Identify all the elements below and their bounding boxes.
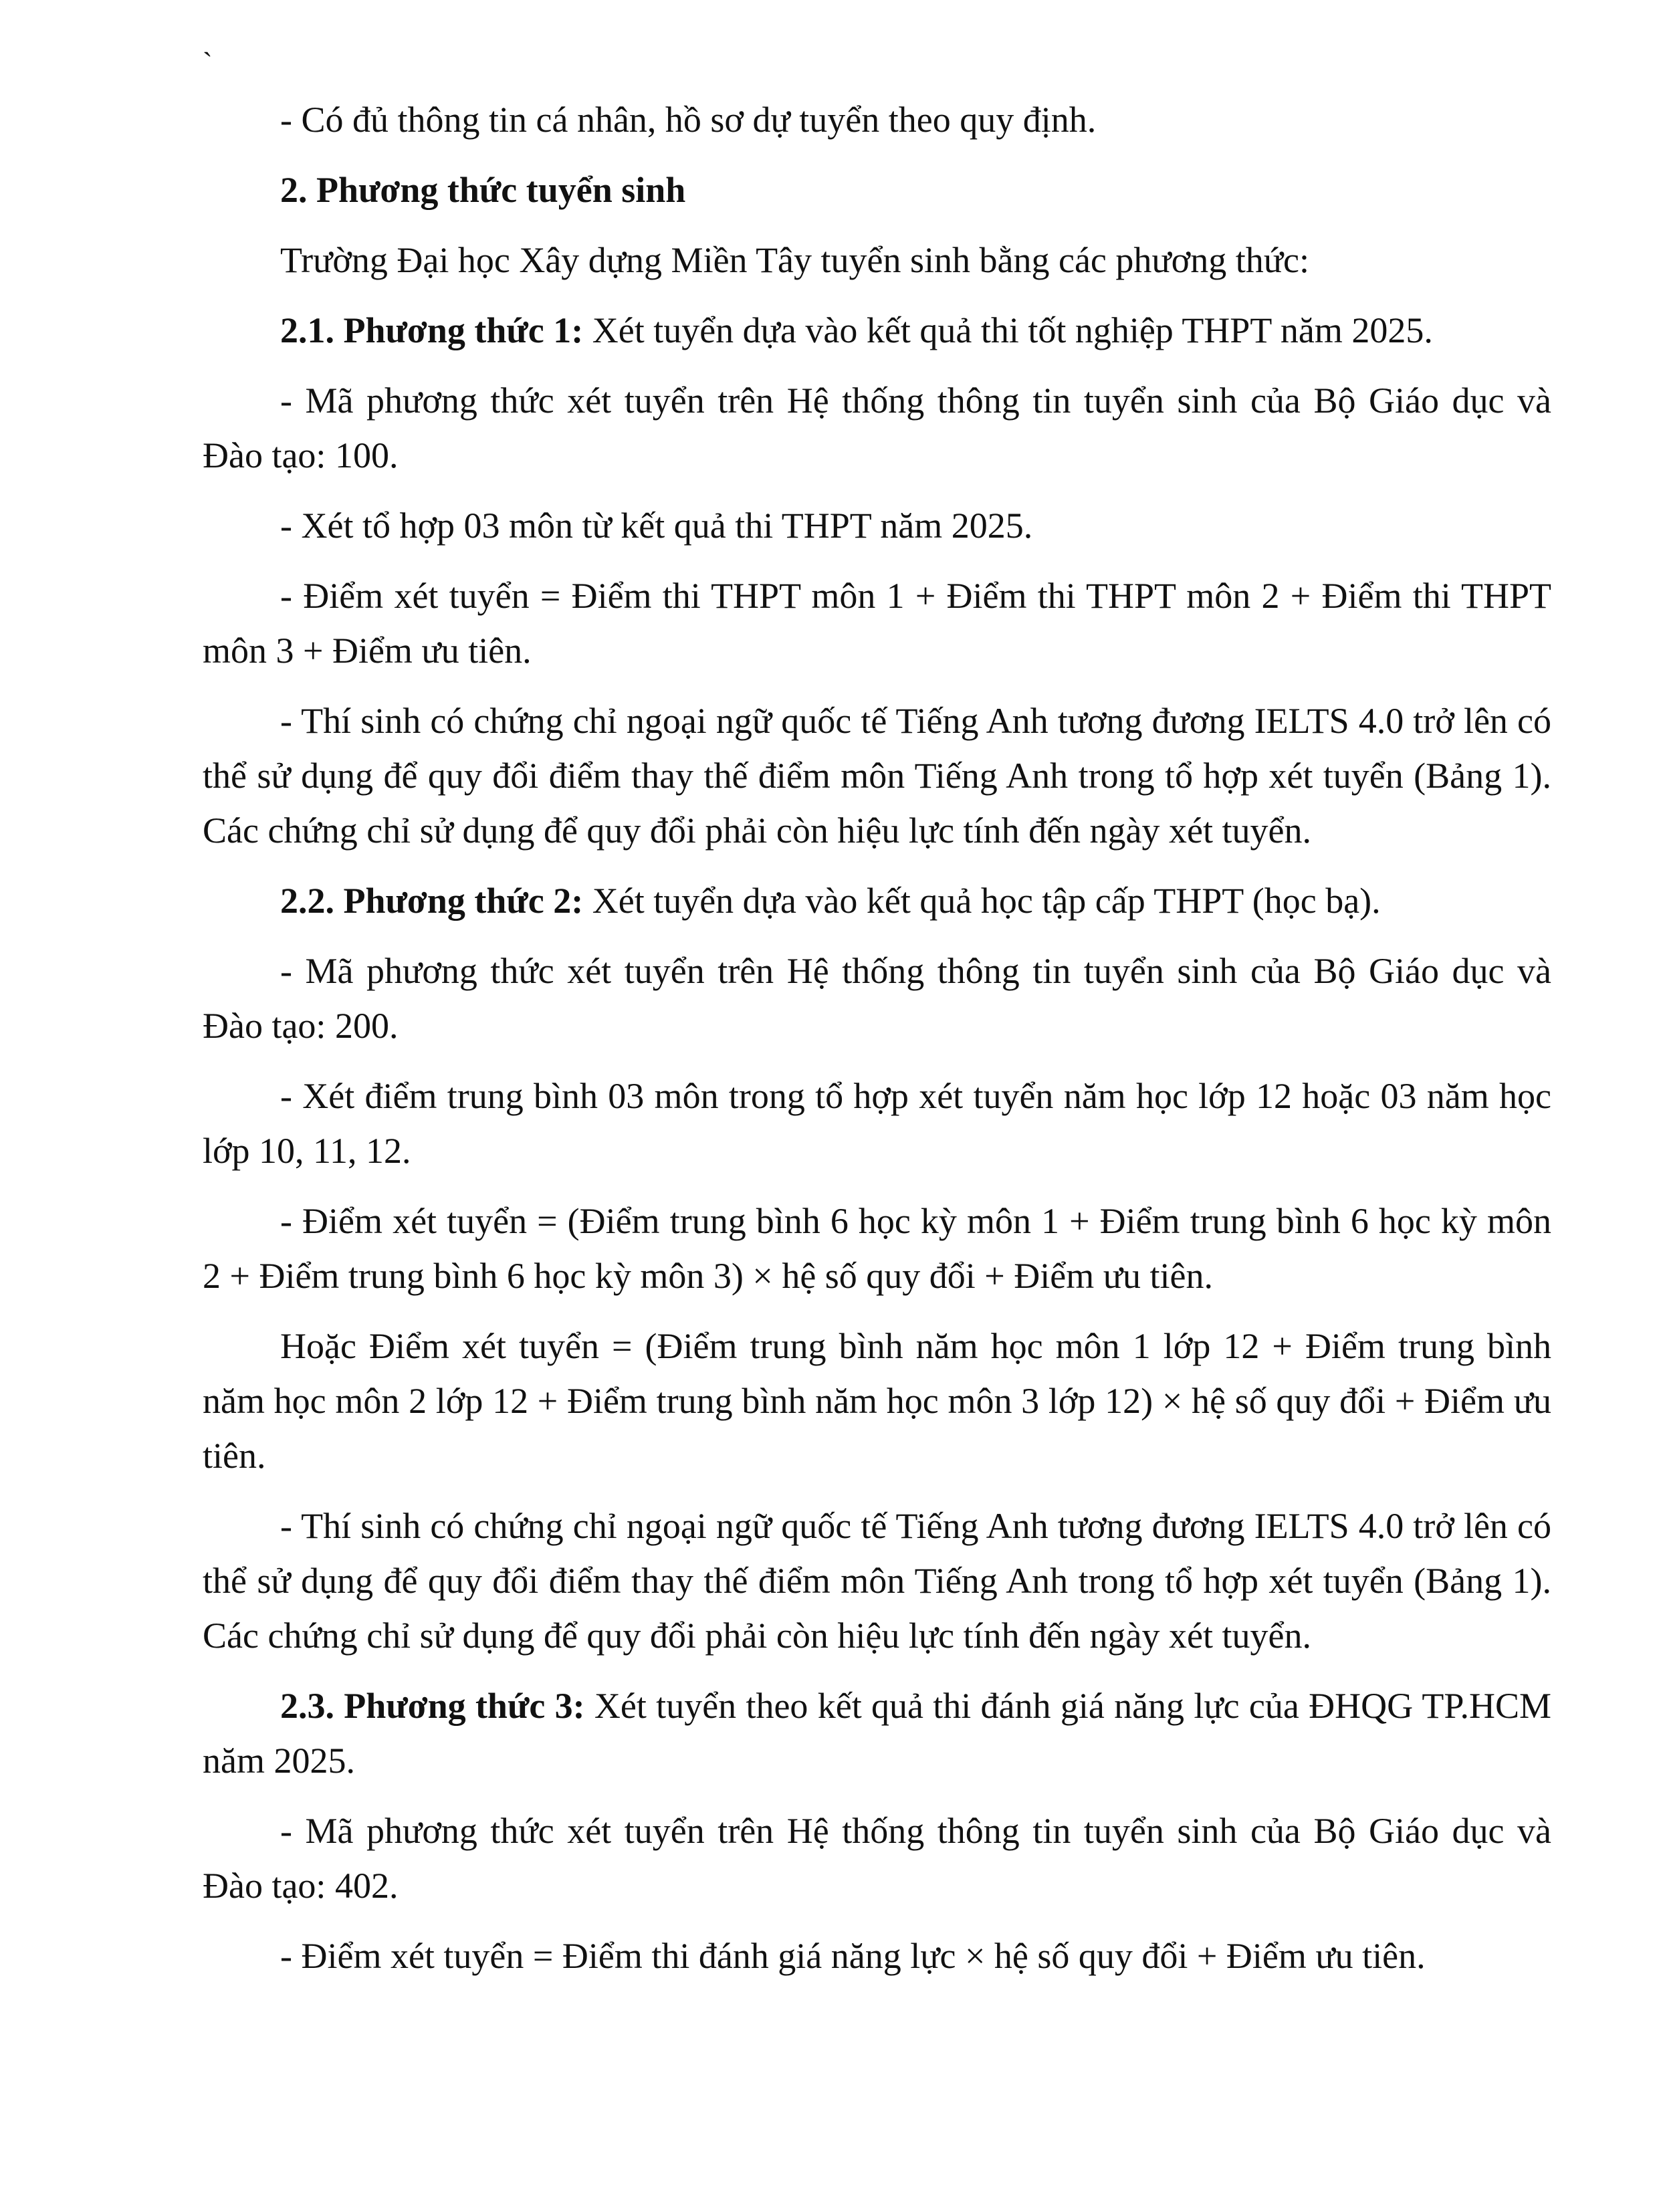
paragraph-text: - Thí sinh có chứng chỉ ngoại ngữ quốc tế Tiếng Anh tương đương IELTS 4.0 trở lên có thể sử dụng để quy đổi điểm thay thế điểm môn Tiếng Anh trong tổ hợp xét tuyển (Bảng 1). Các chứng chỉ sử dụng để quy đổi phải còn hiệu lực tính đến ngày xét tuyển. xyxy=(203,1506,1551,1656)
paragraph-text: Hoặc Điểm xét tuyển = (Điểm trung bình năm học môn 1 lớp 12 + Điểm trung bình năm học môn 2 lớp 12 + Điểm trung bình năm học môn 3 lớp 12) × hệ số quy đổi + Điểm ưu tiên. xyxy=(203,1326,1551,1476)
method-2-description: Xét tuyển dựa vào kết quả học tập cấp THPT (học bạ). xyxy=(583,881,1381,921)
paragraph-method-2-average xyxy=(203,1069,1551,1178)
subheading-method-2 xyxy=(203,873,1551,928)
stray-mark: ` xyxy=(203,47,213,80)
paragraph-method-1-code xyxy=(203,373,1551,483)
method-3-description: Xét tuyển theo kết quả thi đánh giá năng lực của ĐHQG TP.HCM năm 2025. xyxy=(203,1686,1551,1781)
method-1-label: 2.1. Phương thức 1: xyxy=(280,310,584,350)
paragraph-method-1-combination xyxy=(203,498,1551,553)
paragraph-text: - Điểm xét tuyển = Điểm thi THPT môn 1 + Điểm thi THPT môn 2 + Điểm thi THPT môn 3 + Điểm ưu tiên. xyxy=(203,576,1551,671)
paragraph-method-1-formula xyxy=(203,568,1551,678)
paragraph-text: - Mã phương thức xét tuyển trên Hệ thống thông tin tuyển sinh của Bộ Giáo dục và Đào tạo: 200. xyxy=(203,951,1551,1046)
paragraph-text: - Thí sinh có chứng chỉ ngoại ngữ quốc tế Tiếng Anh tương đương IELTS 4.0 trở lên có thể sử dụng để quy đổi điểm thay thế điểm môn Tiếng Anh trong tổ hợp xét tuyển (Bảng 1). Các chứng chỉ sử dụng để quy đổi phải còn hiệu lực tính đến ngày xét tuyển. xyxy=(203,701,1551,851)
section-heading-admission-methods xyxy=(203,162,1551,217)
method-2-label: 2.2. Phương thức 2: xyxy=(280,881,584,921)
paragraph-text: - Điểm xét tuyển = Điểm thi đánh giá năng lực × hệ số quy đổi + Điểm ưu tiên. xyxy=(280,1936,1426,1976)
subheading-method-1 xyxy=(203,303,1551,358)
paragraph-text: - Mã phương thức xét tuyển trên Hệ thống thông tin tuyển sinh của Bộ Giáo dục và Đào tạo: 402. xyxy=(203,1811,1551,1906)
heading-text: 2. Phương thức tuyển sinh xyxy=(280,170,686,210)
paragraph-eligibility-item xyxy=(203,92,1551,147)
paragraph-method-2-ielts xyxy=(203,1499,1551,1663)
paragraph-method-3-formula xyxy=(203,1928,1551,1983)
paragraph-method-1-ielts xyxy=(203,693,1551,858)
method-3-label: 2.3. Phương thức 3: xyxy=(280,1686,585,1726)
paragraph-text: Trường Đại học Xây dựng Miền Tây tuyển sinh bằng các phương thức: xyxy=(280,240,1309,280)
paragraph-method-2-formula-alt xyxy=(203,1319,1551,1483)
paragraph-text: - Xét tổ hợp 03 môn từ kết quả thi THPT năm 2025. xyxy=(280,506,1033,546)
paragraph-methods-intro xyxy=(203,233,1551,288)
method-1-description: Xét tuyển dựa vào kết quả thi tốt nghiệp THPT năm 2025. xyxy=(583,310,1433,350)
paragraph-text: - Có đủ thông tin cá nhân, hồ sơ dự tuyển theo quy định. xyxy=(280,100,1097,140)
paragraph-method-3-code xyxy=(203,1803,1551,1913)
paragraph-text: - Xét điểm trung bình 03 môn trong tổ hợp xét tuyển năm học lớp 12 hoặc 03 năm học lớp 10, 11, 12. xyxy=(203,1076,1551,1171)
paragraph-method-2-formula xyxy=(203,1194,1551,1303)
paragraph-text: - Mã phương thức xét tuyển trên Hệ thống thông tin tuyển sinh của Bộ Giáo dục và Đào tạo: 100. xyxy=(203,380,1551,475)
subheading-method-3 xyxy=(203,1678,1551,1788)
paragraph-text: - Điểm xét tuyển = (Điểm trung bình 6 học kỳ môn 1 + Điểm trung bình 6 học kỳ môn 2 + Điểm trung bình 6 học kỳ môn 3) × hệ số quy đổi + Điểm ưu tiên. xyxy=(203,1201,1551,1296)
paragraph-method-2-code xyxy=(203,944,1551,1053)
document-body xyxy=(203,92,1551,1999)
